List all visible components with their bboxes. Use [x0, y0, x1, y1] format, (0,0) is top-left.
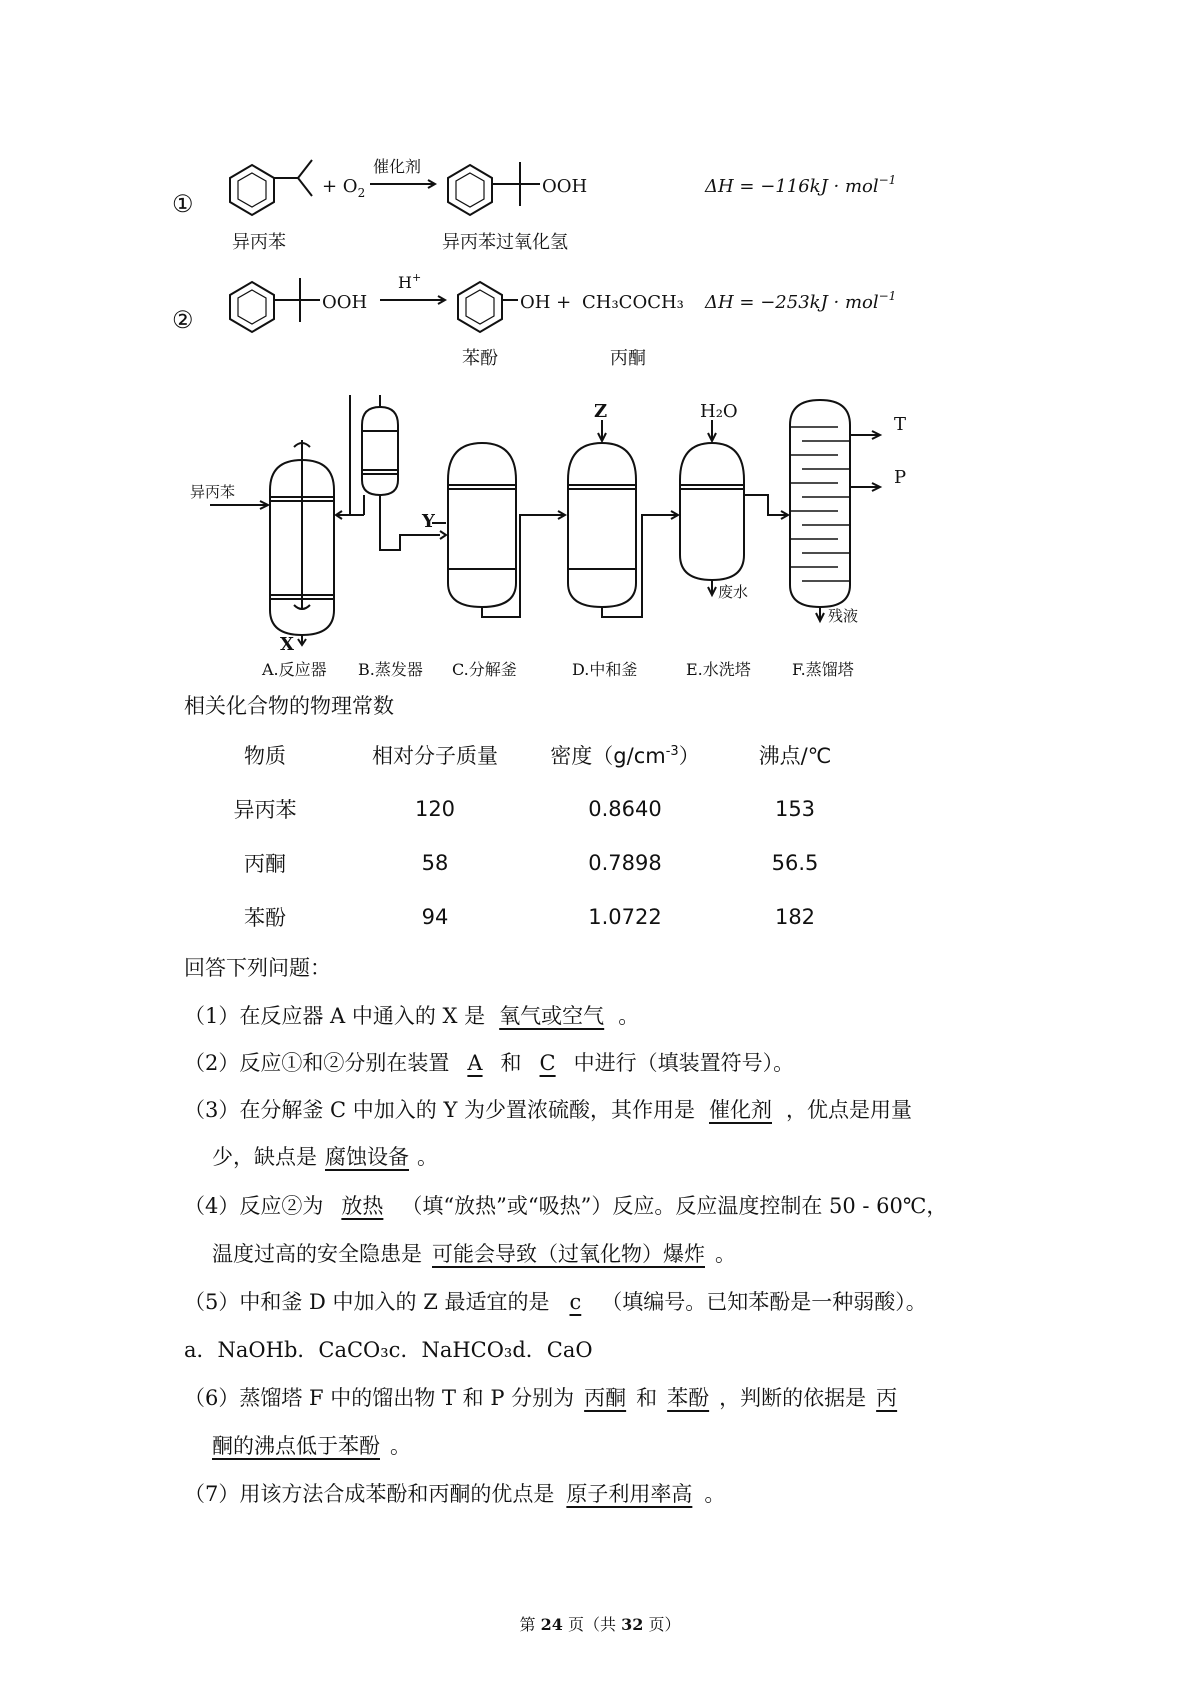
cell-substance: 丙酮 [244, 852, 286, 876]
cumene-hydroperoxide-name: 异丙苯过氧化氢 [442, 232, 568, 253]
props-title: 相关化合物的物理常数 [184, 694, 394, 718]
reaction2-number: ② [172, 306, 194, 334]
waste-water-label: 废水 [718, 583, 749, 601]
cumene-structure [230, 160, 312, 215]
unit-label-f: F.蒸馏塔 [792, 660, 854, 679]
answer-blank: C [539, 1051, 556, 1075]
washing-tower-e [680, 443, 744, 580]
p-label: P [894, 467, 907, 488]
cell-boiling-point: 153 [774, 797, 816, 821]
answer-blank: 氧气或空气 [499, 1004, 605, 1028]
question-4-line1: （4）反应②为 放热 （填“放热”或“吸热”）反应。反应温度控制在 50 - 60℃， [184, 1194, 948, 1218]
question-5: （5）中和釜 D 中加入的 Z 最适宜的是 c （填编号。已知苯酚是一种弱酸）。 [184, 1290, 927, 1314]
reaction-equations [170, 140, 970, 380]
page-number: 24 [540, 1615, 563, 1634]
reaction2-ooh: OOH [322, 292, 368, 313]
acetone-name: 丙酮 [610, 348, 646, 369]
cell-boiling-point: 56.5 [771, 851, 819, 875]
answer-blank: 酮的沸点低于苯酚 [212, 1434, 380, 1458]
evaporator-b [362, 407, 398, 495]
question-3-line2: 少，缺点是 腐蚀设备 。 [212, 1145, 438, 1169]
reaction1-o2: + $O_2$ [322, 176, 366, 200]
x-label: X [280, 634, 294, 655]
t-label: T [894, 414, 907, 435]
cell-molar-mass: 58 [421, 851, 449, 875]
cumene-hydroperoxide-structure [448, 162, 540, 215]
question-3-line1: （3）在分解釜 C 中加入的 Y 为少置浓硫酸，其作用是 催化剂 ，优点是用量 [184, 1098, 912, 1122]
z-label: Z [594, 401, 608, 422]
cell-boiling-point: 182 [774, 905, 816, 929]
reactor-a [270, 440, 334, 635]
unit-label-b: B.蒸发器 [358, 660, 423, 679]
answer-blank: A [467, 1051, 483, 1075]
question-6-line1: （6）蒸馏塔 F 中的馏出物 T 和 P 分别为 丙酮 和 苯酚 ，判断的依据是 丙 [184, 1386, 898, 1410]
header-boiling-point: 沸点/℃ [758, 744, 832, 768]
h2o-label: H₂O [700, 401, 738, 422]
cell-substance: 苯酚 [244, 906, 286, 930]
table-row [190, 890, 870, 944]
unit-label-d: D.中和釜 [572, 660, 638, 679]
reaction1-number: ① [172, 190, 194, 218]
phenol-name: 苯酚 [462, 348, 498, 369]
hydroperoxide-structure-2 [230, 278, 320, 332]
reaction2-catalyst: H+ [398, 271, 422, 292]
phenol-structure [458, 282, 518, 332]
question-1: （1）在反应器 A 中通入的 X 是 氧气或空气 。 [184, 1004, 640, 1028]
answer-blank: 腐蚀设备 [325, 1145, 409, 1169]
answer-blank: 可能会导致（过氧化物）爆炸 [432, 1242, 705, 1266]
answer-blank: 原子利用率高 [566, 1482, 693, 1506]
decomposer-c [448, 443, 516, 607]
question-7: （7）用该方法合成苯酚和丙酮的优点是 原子利用率高 。 [184, 1482, 726, 1506]
page-total: 32 [621, 1615, 644, 1634]
feed-cumene-label: 异丙苯 [190, 483, 236, 501]
reaction1-delta-h: ΔH = −116kJ · mol$^{-1}$ [705, 173, 897, 197]
header-substance: 物质 [244, 744, 286, 768]
page-footer: 第 24 页（共 32 页） [519, 1615, 681, 1634]
distillation-tower-f [790, 400, 850, 607]
answer-blank: 催化剂 [709, 1098, 772, 1122]
cell-molar-mass: 94 [421, 905, 449, 929]
reaction2-delta-h: ΔH = −253kJ · mol$^{-1}$ [705, 289, 897, 313]
answer-blank: 丙 [876, 1386, 898, 1410]
cell-density: 0.8640 [588, 797, 662, 821]
reaction1-catalyst: 催化剂 [373, 157, 422, 176]
question-6-line2: 酮的沸点低于苯酚 。 [212, 1434, 411, 1458]
unit-label-c: C.分解釜 [452, 660, 517, 679]
answer-heading: 回答下列问题： [184, 956, 331, 980]
question-4-line2: 温度过高的安全隐患是 可能会导致（过氧化物）爆炸 。 [212, 1242, 736, 1266]
unit-label-e: E.水洗塔 [686, 660, 751, 679]
cumene-name: 异丙苯 [232, 232, 286, 253]
header-molar-mass: 相对分子质量 [372, 744, 498, 768]
cell-molar-mass: 120 [414, 797, 456, 821]
answer-blank: c [569, 1290, 582, 1314]
question-2: （2）反应①和②分别在装置 A 和 C 中进行（填装置符号）。 [184, 1051, 795, 1075]
cell-density: 0.7898 [588, 851, 662, 875]
answer-blank: 丙酮 [584, 1386, 627, 1410]
reaction1-ooh: OOH [542, 176, 588, 197]
residue-label: 残液 [828, 607, 859, 625]
header-density: 密度$(g/cm^{-3})$ [550, 744, 700, 768]
reaction2-oh: OH + [520, 292, 572, 313]
answer-blank: 苯酚 [667, 1386, 710, 1410]
unit-label-a: A.反应器 [262, 660, 327, 679]
question-5-options: a．NaOHb．CaCO₃c．NaHCO₃d．CaO [184, 1338, 593, 1362]
table-row [190, 836, 870, 890]
props-header-row [190, 728, 870, 782]
props-table [190, 728, 870, 944]
neutralizer-d [568, 443, 636, 607]
process-flow-diagram [190, 395, 970, 685]
cell-substance: 异丙苯 [233, 798, 297, 822]
y-label: Y [422, 511, 435, 532]
table-row [190, 782, 870, 836]
cell-density: 1.0722 [588, 905, 662, 929]
answer-blank: 放热 [341, 1194, 384, 1218]
acetone-formula: CH₃COCH₃ [582, 292, 684, 313]
